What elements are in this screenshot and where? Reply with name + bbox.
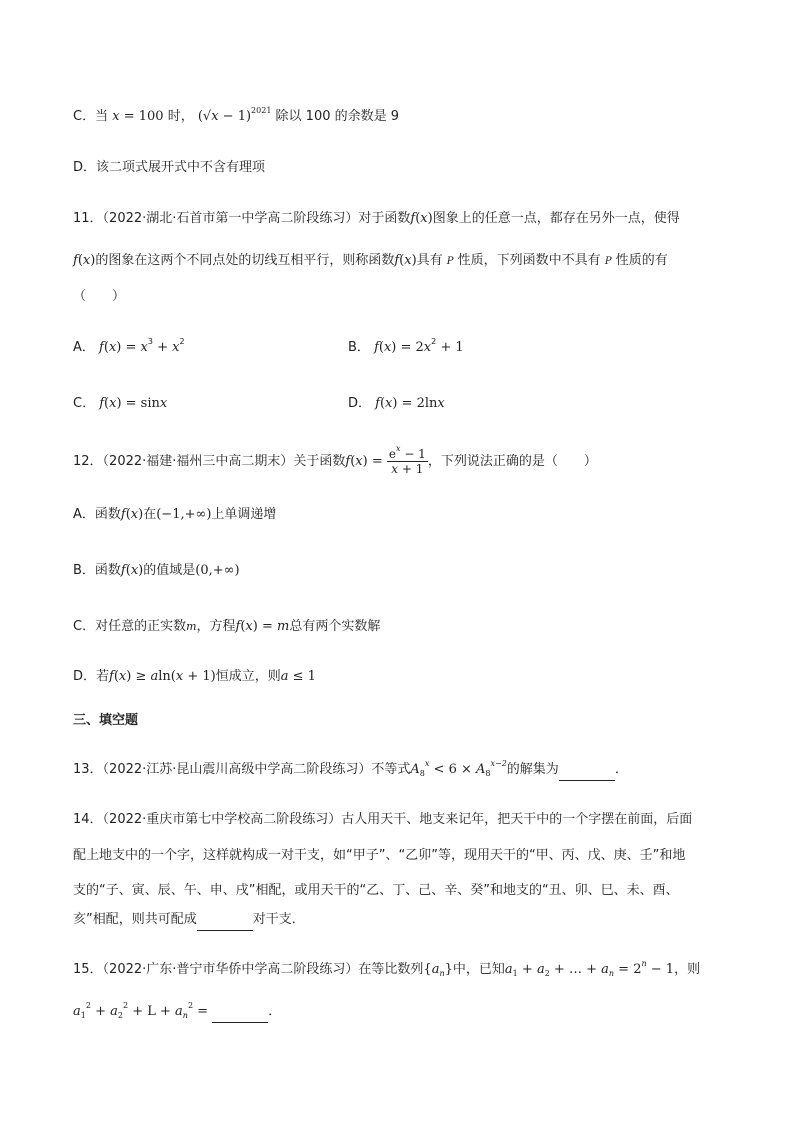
q11-option-d: D． f(x) = 2lnx — [348, 396, 445, 411]
answer-blank[interactable] — [197, 910, 253, 931]
q14-stem-line3: 支的“子、寅、辰、午、申、戌”相配，或用天干的“乙、丁、己、辛、癸”和地支的“丑、卯、巳、未、酉、 — [73, 883, 679, 898]
q12-option-d: D．若f(x) ≥ aln(x + 1)恒成立，则a ≤ 1 — [73, 669, 316, 684]
q10-option-c: C．当 x = 100 时， $(√x - 1)^{2021}$ 除以 100 的余数是 9 — [73, 106, 400, 124]
q11-answer-paren: （ ） — [73, 289, 126, 304]
q10-option-d: D．该二项式展开式中不含有理项 — [73, 160, 266, 175]
q15-stem-line1: 15．（2022·广东·普宁市华侨中学高二阶段练习）在等比数列$\{a_n\}$中，已知$a_1 + a_2$ + … + $a_n = 2^n - 1$，则 — [73, 959, 701, 978]
q12-option-a: A．函数f(x)在(−1,+∞)上单调递增 — [73, 507, 277, 522]
q12-option-c: C．对任意的正实数m，方程f(x) = m总有两个实数解 — [73, 619, 381, 634]
q11-stem-line2: f(x)的图象在这两个不同点处的切线互相平行，则称函数f(x)具有 P 性质，下列函数中不具有 P 性质的有 — [73, 253, 668, 268]
q12-option-b: B．函数f(x)的值域是(0,+∞) — [73, 563, 240, 578]
math-expr: x — [112, 109, 120, 124]
answer-blank[interactable] — [559, 760, 615, 781]
q11-option-b: B． $f(x) = 2x^2 + 1$ — [348, 337, 464, 355]
q15-stem-line2: $a_1^2 + a_2^2 + L + a_n^2$ = ． — [73, 1002, 734, 1023]
fraction: $\frac{e^x - 1}{x + 1}$ — [388, 444, 426, 476]
q13-stem: 13．（2022·江苏·昆山震川高级中学高二阶段练习）不等式$A_8^x < 6 \times A_8^{x-2}$的解集为 ． — [73, 760, 734, 781]
math-expr: $(√x - 1)^{2021}$ — [197, 106, 272, 124]
q11-stem-line1: 11．（2022·湖北·石首市第一中学高二阶段练习）对于函数f(x)图象上的任意一点，都存在另外一点，使得 — [73, 211, 680, 226]
q14-stem-line4: 亥”相配，则共可配成 对干支． — [73, 910, 734, 931]
q12-stem: 12．（2022·福建·福州三中高二期末）关于函数f(x) = $\frac{e^x - 1}{x + 1}$ ，下列说法正确的是（ ） — [73, 444, 597, 476]
q11-option-c: C． f(x) = sinx — [73, 396, 168, 411]
q14-stem-line2: 配上地支中的一个字，这样就构成一对干支，如“甲子”、“乙卯”等，现用天干的“甲、丙、戊、庚、壬”和地 — [73, 848, 686, 863]
answer-blank[interactable] — [212, 1002, 268, 1023]
q14-stem-line1: 14．（2022·重庆市第七中学校高二阶段练习）古人用天干、地支来记年，把天干中的一个字摆在前面，后面 — [73, 812, 693, 827]
q11-option-a: A． $f(x) = x^3 + x^2$ — [73, 337, 185, 355]
section-heading: 三、填空题 — [73, 713, 139, 728]
